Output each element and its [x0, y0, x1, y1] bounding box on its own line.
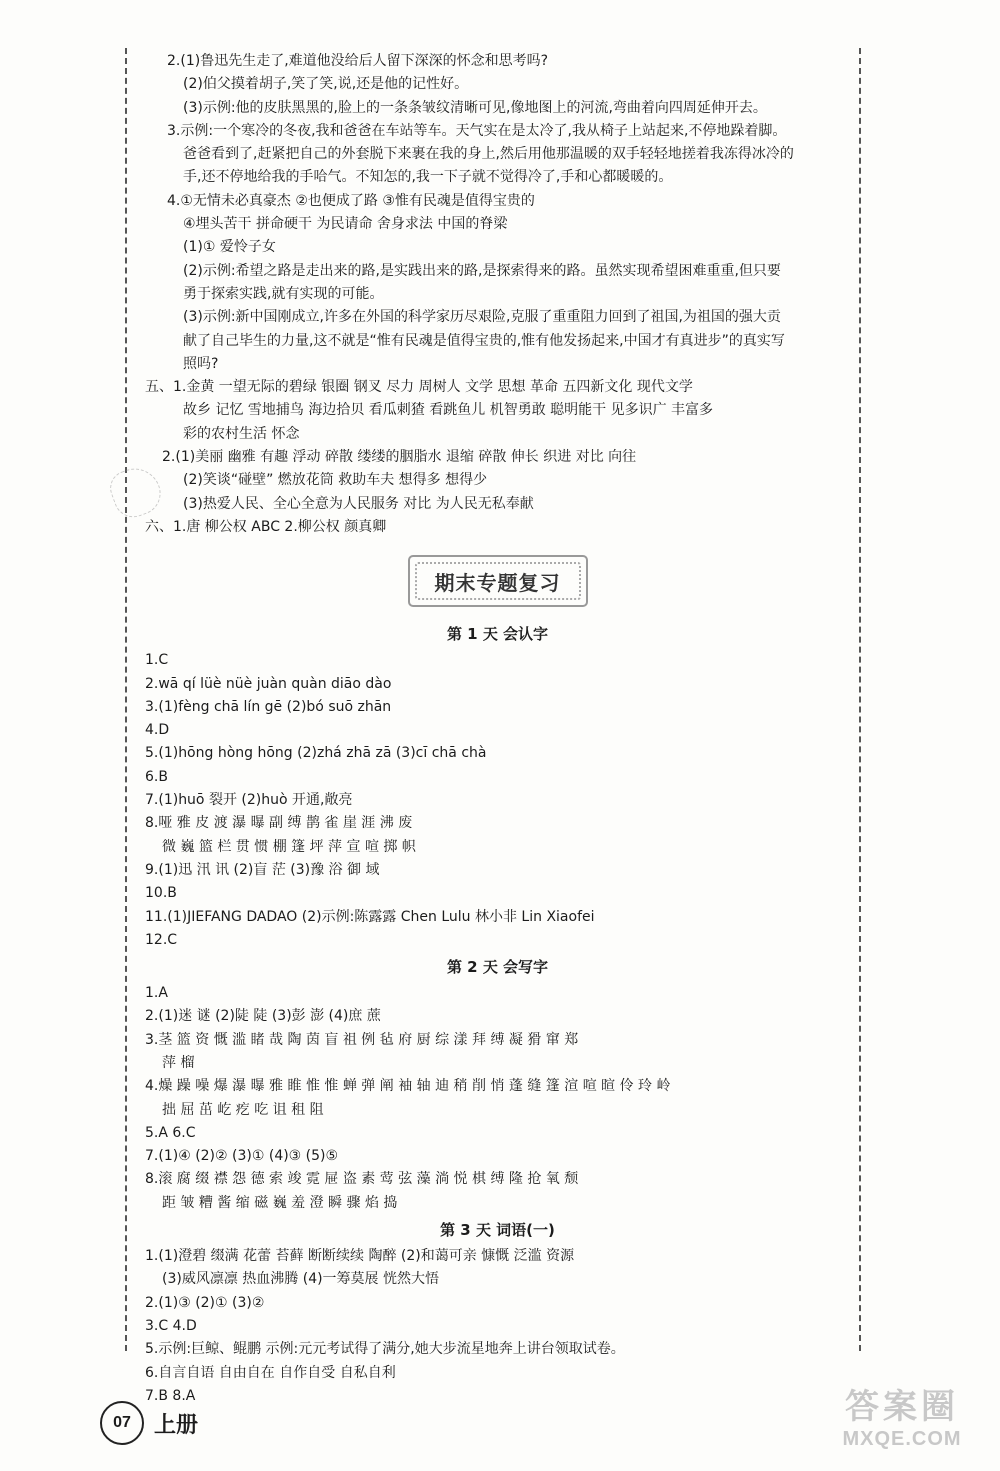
answer-line: (1)① 爱怜子女 [183, 239, 276, 256]
review-banner-wrap [145, 543, 850, 619]
answer-line: 9.(1)迅 汛 讯 (2)盲 茫 (3)豫 浴 御 域 [145, 861, 380, 878]
answer-line: (3)示例:新中国刚成立,许多在外国的科学家历尽艰险,克服了重重阻力回到了祖国,为祖国的强大贡 [183, 309, 781, 326]
day-2-answers [145, 982, 850, 1215]
answer-line: 12.C [145, 931, 178, 948]
answer-line: 6.自言自语 自由自在 自作自受 自私自利 [145, 1364, 396, 1381]
answer-line: 勇于探索实践,就有实现的可能。 [183, 285, 384, 302]
answer-line: 5.A 6.C [145, 1124, 196, 1141]
answer-line: 拙 屈 茁 屹 疙 吃 诅 租 阻 [162, 1101, 324, 1118]
day-3-title: 第 3 天 词语(一) [440, 1221, 555, 1240]
left-dashed-margin [125, 48, 127, 1351]
answer-line: 1.A [145, 985, 168, 1002]
answer-line: 2.(1)鲁迅先生走了,难道他没给后人留下深深的怀念和思考吗? [167, 53, 549, 69]
answer-line: (3)威风凛凛 热血沸腾 (4)一筹莫展 恍然大悟 [162, 1271, 440, 1288]
answer-line: 4.D [145, 722, 170, 739]
answer-line: (2)伯父摸着胡子,笑了笑,说,还是他的记性好。 [183, 76, 469, 93]
answer-content [145, 50, 850, 1408]
answer-line: 微 巍 篮 栏 贯 惯 棚 篷 坪 萍 宣 喧 掷 帜 [162, 838, 416, 855]
watermark-text: 答案圈 [845, 1387, 959, 1427]
answer-line: 彩的农村生活 怀念 [183, 425, 300, 442]
answer-line: 萍 榴 [162, 1054, 195, 1071]
answer-line: 7.B 8.A [145, 1387, 196, 1404]
answer-line: 6.B [145, 768, 168, 785]
answer-line: 10.B [145, 885, 177, 902]
answer-line: 11.(1)JIEFANG DADAO (2)示例:陈露露 Chen Lulu 林小非 Lin Xiaofei [145, 908, 595, 925]
answer-line: 3.(1)fèng chā lín gē (2)bó suō zhān [145, 698, 392, 715]
answer-line: 3.示例:一个寒冷的冬夜,我和爸爸在车站等车。天气实在是太冷了,我从椅子上站起来,不停地跺着脚。 [167, 122, 787, 139]
answer-line: 2.(1)迷 谜 (2)陡 陡 (3)彭 澎 (4)庶 蔗 [145, 1008, 381, 1025]
watermark-logo [812, 1378, 992, 1460]
answer-line: (2)示例:希望之路是走出来的路,是实践出来的路,是探索得来的路。虽然实现希望困难重重,但只要 [183, 262, 781, 279]
answer-line: 2.(1)美丽 幽雅 有趣 浮动 碎散 缕缕的胭脂水 退缩 碎散 伸长 织进 对比 向往 [162, 449, 637, 466]
answer-line: 8.滚 腐 缀 襟 怨 德 索 竣 霓 屉 盗 素 莺 弦 藻 淌 悦 棋 缚 隆 抢 氧 颓 [145, 1171, 579, 1188]
right-dashed-margin [859, 48, 861, 1351]
answer-line: 4.燥 躁 噪 爆 瀑 曝 雅 睢 惟 惟 蝉 弹 阐 袖 轴 迪 稍 削 悄 蓬 缝 篷 渲 喧 暄 伶 玲 岭 [145, 1078, 671, 1095]
answer-line: 3.茎 篮 资 慨 滥 睹 哉 陶 茵 盲 祖 例 毡 府 厨 综 漾 拜 缚 凝 猾 窜 郑 [145, 1031, 579, 1048]
day-1-answers [145, 649, 850, 952]
answer-line: 2.(1)③ (2)① (3)② [145, 1294, 265, 1311]
answer-line: 1.(1)澄碧 缀满 花蕾 苔藓 断断续续 陶醉 (2)和蔼可亲 慷慨 泛滥 资源 [145, 1248, 575, 1265]
answer-line: 5.(1)hōng hòng hōng (2)zhá zhā zā (3)cī chā chà [145, 745, 487, 762]
answer-line: 2.wā qí lüè nüè juàn quàn diāo dào [145, 675, 392, 692]
page-number: 07 [100, 1401, 144, 1445]
part-1-answers [145, 50, 850, 376]
answer-line: 爸爸看到了,赶紧把自己的外套脱下来裹在我的身上,然后用他那温暖的双手轻轻地搓着我冻得冰冷的 [183, 146, 794, 163]
review-banner: 期末专题复习 [408, 555, 588, 607]
watermark-url: MXQE.COM [842, 1428, 962, 1450]
day-3-answers [145, 1245, 850, 1408]
part-2-answers [145, 376, 850, 539]
answer-line: 5.示例:巨鲸、鲲鹏 示例:元元考试得了满分,她大步流星地奔上讲台领取试卷。 [145, 1341, 625, 1358]
volume-label: 上册 [154, 1411, 199, 1438]
day-2-title: 第 2 天 会写字 [446, 958, 549, 977]
answer-line: 距 皱 糟 酱 缩 磁 巍 羞 澄 瞬 骤 焰 捣 [162, 1194, 398, 1211]
answer-line: 六、1.唐 柳公权 ABC 2.柳公权 颜真卿 [145, 518, 387, 535]
answer-line: 8.哑 雅 皮 渡 瀑 曝 副 缚 鹊 雀 崖 涯 沸 废 [145, 815, 413, 832]
answer-line: 1.C [145, 652, 169, 669]
answer-line: 手,还不停地给我的手哈气。不知怎的,我一下子就不觉得冷了,手和心都暖暖的。 [183, 169, 673, 186]
answer-line: 4.①无情未必真豪杰 ②也便成了路 ③惟有民魂是值得宝贵的 [167, 192, 535, 209]
answer-line: (3)热爱人民、全心全意为人民服务 对比 为人民无私奉献 [183, 495, 534, 512]
answer-line: 五、1.金黄 一望无际的碧绿 银圈 钢叉 尽力 周树人 文学 思想 革命 五四新文化 现代文学 [145, 379, 693, 396]
answer-line: 7.(1)huō 裂开 (2)huò 开通,敞亮 [145, 792, 353, 809]
day-1-title: 第 1 天 会认字 [446, 625, 549, 644]
answer-line: 故乡 记忆 雪地捕鸟 海边拾贝 看瓜刺猹 看跳鱼儿 机智勇敢 聪明能干 见多识广 丰富多 [183, 402, 714, 419]
answer-line: 7.(1)④ (2)② (3)① (4)③ (5)⑤ [145, 1148, 339, 1165]
answer-line: 3.C 4.D [145, 1317, 197, 1334]
answer-line: 照吗? [183, 355, 219, 372]
answer-line: ④埋头苦干 拼命硬干 为民请命 舍身求法 中国的脊梁 [183, 216, 508, 233]
answer-line: (3)示例:他的皮肤黑黑的,脸上的一条条皱纹清晰可见,像地图上的河流,弯曲着向四周延伸开去。 [183, 99, 767, 116]
page-footer [100, 1401, 198, 1445]
answer-line: (2)笑谈“碰壁” 燃放花筒 救助车夫 想得多 想得少 [183, 472, 488, 489]
answer-line: 献了自己毕生的力量,这不就是“惟有民魂是值得宝贵的,惟有他发扬起来,中国才有真进步”的真实写 [183, 332, 785, 349]
